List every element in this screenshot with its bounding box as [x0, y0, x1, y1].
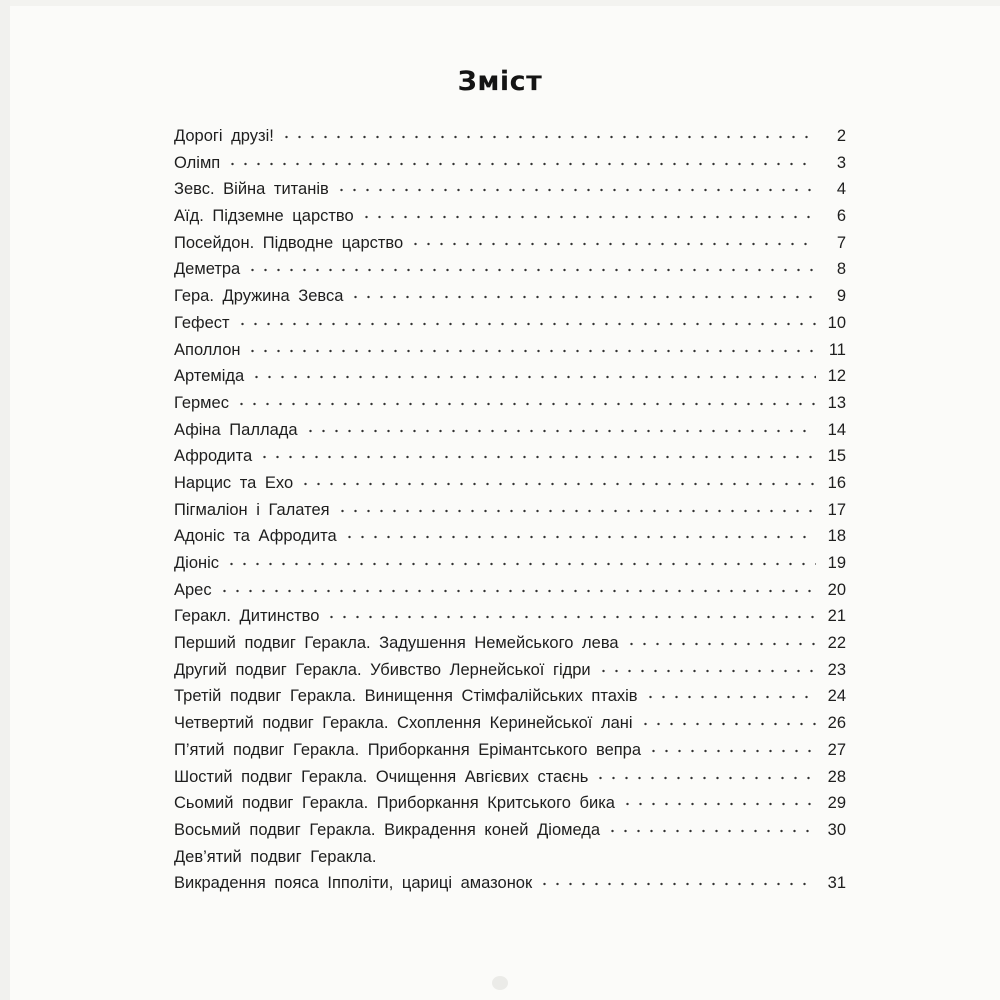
toc-dot-leader: [246, 349, 816, 353]
toc-dot-leader: [336, 509, 816, 513]
toc-dot-leader: [280, 135, 816, 139]
toc-entry-title: Олімп: [174, 153, 221, 172]
toc-dot-leader: [597, 669, 816, 673]
toc-entry-page-number: 27: [827, 740, 846, 759]
toc-entry-page-number: 3: [836, 153, 846, 172]
toc-entry[interactable]: [174, 314, 846, 341]
toc-entry[interactable]: [174, 634, 846, 661]
toc-entry[interactable]: [174, 661, 846, 688]
toc-entry-title: Третій подвиг Геракла. Винищення Стімфалійських птахів: [174, 687, 638, 706]
toc-entry[interactable]: [174, 234, 846, 261]
toc-entry-page-number: 14: [827, 420, 846, 439]
toc-entry-page-number: 17: [827, 500, 846, 519]
toc-entry[interactable]: [174, 527, 846, 554]
toc-entry-title: Викрадення пояса Іпполіти, цариці амазонок: [174, 874, 533, 893]
toc-entry-title: Гермес: [174, 393, 229, 412]
toc-dot-leader: [226, 162, 816, 166]
toc-entry-title: Гефест: [174, 313, 230, 332]
toc-dot-leader: [225, 562, 816, 566]
toc-dot-leader: [594, 776, 816, 780]
toc-entry-page-number: 26: [827, 714, 846, 733]
toc-dot-leader: [343, 535, 816, 539]
toc-entry[interactable]: [174, 154, 846, 181]
toc-entry-title: Пігмаліон і Галатея: [174, 500, 330, 519]
toc-dot-leader: [325, 615, 816, 619]
toc-dot-leader: [538, 882, 816, 886]
toc-entry-page-number: 12: [827, 367, 846, 386]
toc-entry-page-number: 2: [836, 127, 846, 145]
toc-entry-page-number: 6: [836, 207, 846, 226]
toc-entry[interactable]: [174, 714, 846, 741]
toc-entry[interactable]: [174, 554, 846, 581]
toc-dot-leader: [644, 695, 816, 699]
toc-dot-leader: [621, 802, 816, 806]
toc-entry-page-number: 22: [827, 634, 846, 653]
toc-entry-title: Діоніс: [174, 554, 220, 572]
toc-dot-leader: [250, 375, 816, 379]
toc-entry-title: Сьомий подвиг Геракла. Приборкання Критського бика: [174, 794, 615, 813]
page-top-edge: [0, 0, 1000, 6]
toc-entry[interactable]: [174, 260, 846, 287]
toc-entry-title: Афродита: [174, 447, 253, 466]
toc-entry-title: Другий подвиг Геракла. Убивство Лернейської гідри: [174, 660, 591, 679]
toc-entry[interactable]: [174, 180, 846, 207]
toc-entry-page-number: 23: [827, 660, 846, 679]
toc-entry-title: Зевс. Війна титанів: [174, 180, 329, 199]
toc-dot-leader: [236, 322, 816, 326]
toc-entry[interactable]: [174, 447, 846, 474]
toc-dot-leader: [360, 215, 816, 219]
toc-entry-page-number: 15: [827, 447, 846, 466]
toc-entry-title: Четвертий подвиг Геракла. Схоплення Керинейської лані: [174, 714, 633, 733]
toc-entry[interactable]: [174, 848, 846, 875]
toc-entry-title: Адоніс та Афродита: [174, 527, 337, 546]
page-title: Зміст: [457, 66, 543, 97]
toc-dot-leader: [625, 642, 816, 646]
table-of-contents: [174, 127, 846, 901]
toc-entry-page-number: 24: [827, 687, 846, 706]
toc-entry-page-number: 11: [828, 340, 846, 359]
toc-entry-title: Посейдон. Підводне царство: [174, 233, 404, 252]
page-left-edge: [0, 0, 10, 1000]
toc-entry-title: Аполлон: [174, 340, 241, 359]
toc-entry-title: Афіна Паллада: [174, 420, 298, 439]
toc-entry[interactable]: [174, 341, 846, 368]
toc-entry-title: Гера. Дружина Зевса: [174, 287, 344, 306]
toc-entry[interactable]: [174, 367, 846, 394]
toc-dot-leader: [349, 295, 816, 299]
toc-entry-page-number: 13: [827, 393, 846, 412]
toc-entry[interactable]: [174, 421, 846, 448]
toc-entry[interactable]: [174, 581, 846, 608]
toc-entry[interactable]: [174, 687, 846, 714]
toc-entry-page-number: 18: [827, 527, 846, 546]
toc-dot-leader: [409, 242, 816, 246]
toc-entry-page-number: 9: [836, 287, 846, 306]
toc-entry[interactable]: [174, 768, 846, 795]
toc-entry-title: Перший подвиг Геракла. Задушення Немейського лева: [174, 634, 619, 653]
toc-dot-leader: [647, 749, 816, 753]
toc-dot-leader: [299, 482, 816, 486]
toc-dot-leader: [258, 455, 816, 459]
toc-entry[interactable]: [174, 394, 846, 421]
toc-dot-leader: [606, 829, 816, 833]
toc-entry-page-number: 7: [836, 233, 846, 252]
toc-entry-title: Арес: [174, 580, 212, 599]
toc-entry-title: Артеміда: [174, 367, 245, 386]
toc-dot-leader: [246, 268, 816, 272]
toc-dot-leader: [304, 429, 816, 433]
toc-entry-title: Восьмий подвиг Геракла. Викрадення коней Діомеда: [174, 820, 601, 839]
toc-entry-page-number: 30: [827, 820, 846, 839]
toc-dot-leader: [218, 589, 816, 593]
toc-entry-title: Аїд. Підземне царство: [174, 207, 354, 226]
toc-entry-title: Дев’ятий подвиг Геракла.: [174, 847, 377, 866]
toc-entry-page-number: 10: [827, 313, 846, 332]
toc-entry-title: Шостий подвиг Геракла. Очищення Авгієвих стаєнь: [174, 767, 589, 786]
toc-entry-page-number: 19: [827, 554, 846, 572]
toc-entry[interactable]: [174, 874, 846, 901]
toc-entry-title: Нарцис та Ехо: [174, 473, 294, 492]
toc-entry[interactable]: [174, 287, 846, 314]
toc-entry[interactable]: [174, 607, 846, 634]
toc-entry-page-number: 4: [836, 180, 846, 199]
toc-entry-title: Деметра: [174, 260, 241, 279]
toc-entry-title: П’ятий подвиг Геракла. Приборкання Ерімантського вепра: [174, 740, 642, 759]
toc-entry[interactable]: [174, 794, 846, 821]
toc-dot-leader: [335, 188, 816, 192]
toc-entry[interactable]: [174, 501, 846, 528]
toc-entry-title: Геракл. Дитинство: [174, 607, 320, 626]
toc-entry[interactable]: [174, 207, 846, 234]
toc-dot-leader: [235, 402, 816, 406]
toc-entry[interactable]: [174, 821, 846, 848]
toc-dot-leader: [639, 722, 816, 726]
toc-entry[interactable]: [174, 474, 846, 501]
toc-entry-page-number: 16: [827, 473, 846, 492]
toc-entry-page-number: 28: [827, 767, 846, 786]
toc-entry[interactable]: [174, 741, 846, 768]
toc-entry-page-number: 20: [827, 580, 846, 599]
page-number-badge: [492, 976, 508, 990]
toc-entry[interactable]: [174, 127, 846, 154]
toc-entry-page-number: 31: [827, 874, 846, 893]
toc-entry-page-number: 8: [836, 260, 846, 279]
toc-entry-page-number: 21: [827, 607, 846, 626]
toc-entry-page-number: 29: [827, 794, 846, 813]
toc-entry-title: Дорогі друзі!: [174, 127, 274, 145]
